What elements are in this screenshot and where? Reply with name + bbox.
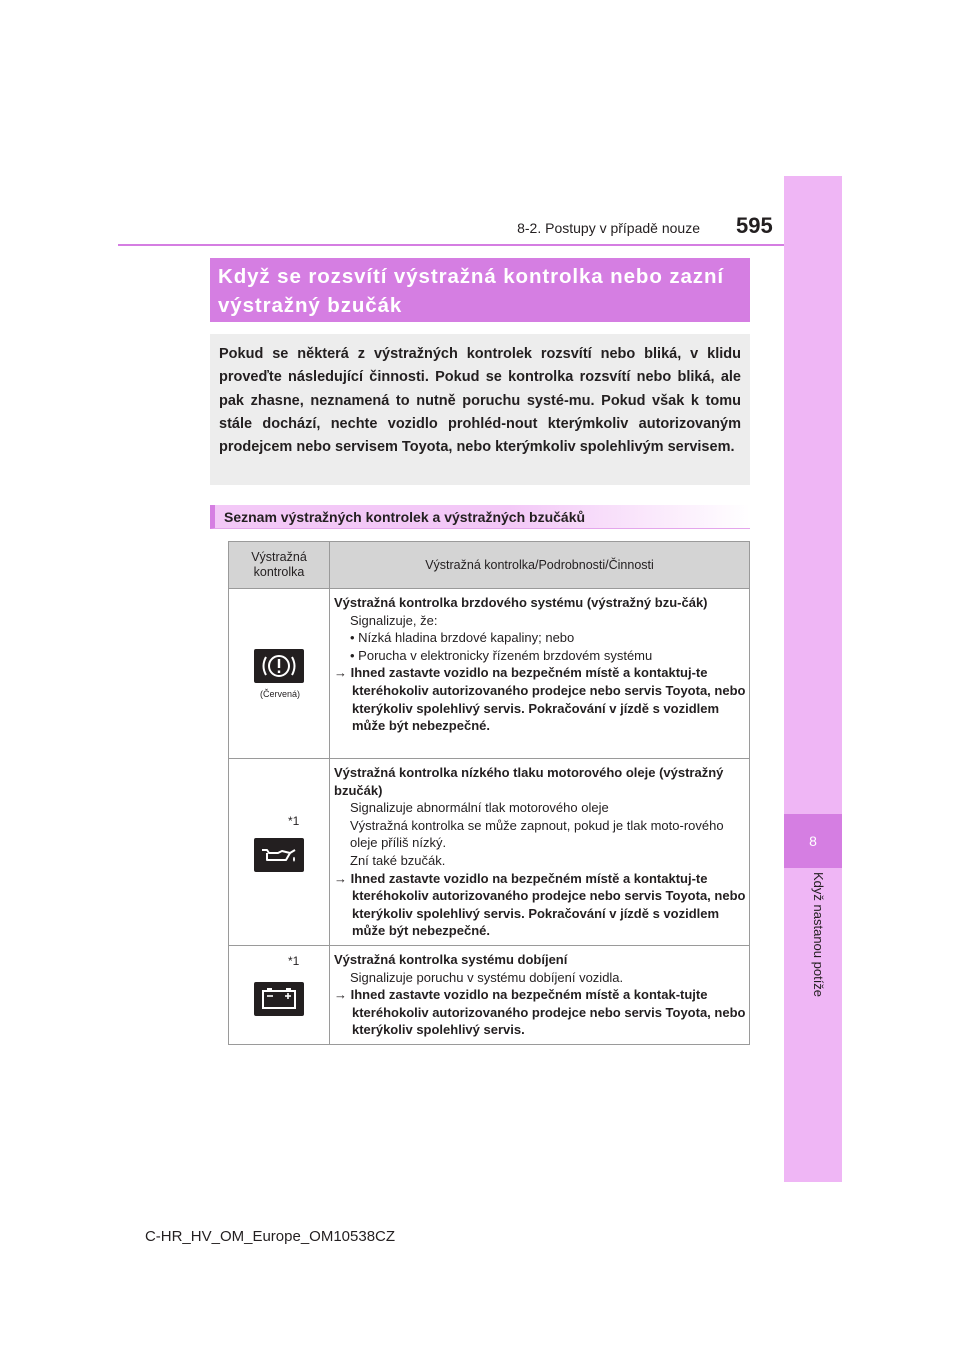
- page-number: 595: [736, 213, 773, 238]
- row-bullet: • Nízká hladina brzdové kapaliny; nebo: [350, 630, 575, 646]
- page-title: Když se rozsvítí výstražná kontrolka nebo zazní výstražný bzučák: [218, 265, 724, 317]
- document-code: C-HR_HV_OM_Europe_OM10538CZ: [144, 1228, 396, 1245]
- row-line: Výstražná kontrolka se může zapnout, pokud je tlak moto-rového oleje příliš nízký.: [350, 817, 724, 851]
- row-bullet: • Porucha v elektronicky řízeném brzdovém systému: [350, 647, 653, 663]
- row-line: Signalizuje poruchu v systému dobíjení vozidla.: [350, 969, 624, 985]
- chapter-number: 8: [784, 814, 842, 868]
- row-line: Signalizuje abnormální tlak motorového oleje: [350, 800, 609, 816]
- table-row: [334, 594, 746, 735]
- row-divider: [229, 945, 749, 946]
- header-divider: [118, 244, 784, 246]
- row-action: → Ihned zastavte vozidlo na bezpečném místě a kontaktuj-te kteréhokoliv autorizovaného prodejce nebo servis Toyota, nebo kterýkoliv spolehlivý servis. Pokračování v jízdě s vozidlem může být nebezpečné.: [334, 870, 746, 939]
- row-title: Výstražná kontrolka brzdového systému (výstražný bzu-čák): [334, 595, 708, 610]
- col-header-icon: Výstražná kontrolka: [229, 542, 329, 588]
- row-title: Výstražná kontrolka nízkého tlaku motorového oleje (výstražný bzučák): [334, 765, 724, 798]
- column-divider: [329, 542, 330, 1045]
- row-title: Výstražná kontrolka systému dobíjení: [334, 952, 568, 967]
- header-section-title: 8-2. Postupy v případě nouze: [517, 220, 700, 236]
- footnote-marker: *1: [288, 954, 300, 968]
- table-row: [334, 764, 746, 940]
- brake-warning-icon: [254, 649, 304, 683]
- col-header-details: Výstražná kontrolka/Podrobnosti/Činnosti: [330, 542, 749, 588]
- oil-pressure-icon: [254, 838, 304, 872]
- row-line: Zní také bzučák.: [350, 852, 446, 868]
- battery-charge-icon: [254, 982, 304, 1016]
- row-divider: [229, 588, 749, 589]
- icon-color-note: (Červená): [260, 689, 301, 699]
- footnote-marker: *1: [288, 814, 300, 828]
- row-action: → Ihned zastavte vozidlo na bezpečném místě a kontaktuj-te kteréhokoliv autorizovaného prodejce nebo servis Toyota, nebo kterýkoliv spolehlivý servis. Pokračování v jízdě s vozidlem může být nebezpečné.: [334, 665, 746, 734]
- section-heading: Seznam výstražných kontrolek a výstražných bzučáků: [224, 509, 586, 525]
- row-action: → Ihned zastavte vozidlo na bezpečném místě a kontak-tujte kteréhokoliv autorizovaného prodejce nebo servis Toyota, nebo kterýkoliv spolehlivý servis.: [334, 987, 746, 1038]
- chapter-title: Když nastanou potíže: [811, 872, 826, 998]
- row-divider: [229, 758, 749, 759]
- intro-text: Pokud se některá z výstražných kontrolek rozsvítí nebo bliká, v klidu proveďte následující činnosti. Pokud se kontrolka rozsvítí nebo bliká, ale pak zhasne, neznamená to nutně poruchu systé-mu. Pokud však k tomu stále dochází, nechte vozidlo prohléd-nout kterýmkoliv autorizovaným prodejcem nebo servisem Toyota, nebo kterýmkoliv spolehlivým servisem.: [219, 346, 741, 456]
- chapter-side-tab: [784, 176, 842, 1182]
- table-row: [334, 951, 746, 1039]
- section-heading-bar: [210, 505, 750, 529]
- row-line: Signalizuje, že:: [350, 612, 438, 628]
- warning-table: [228, 541, 750, 1045]
